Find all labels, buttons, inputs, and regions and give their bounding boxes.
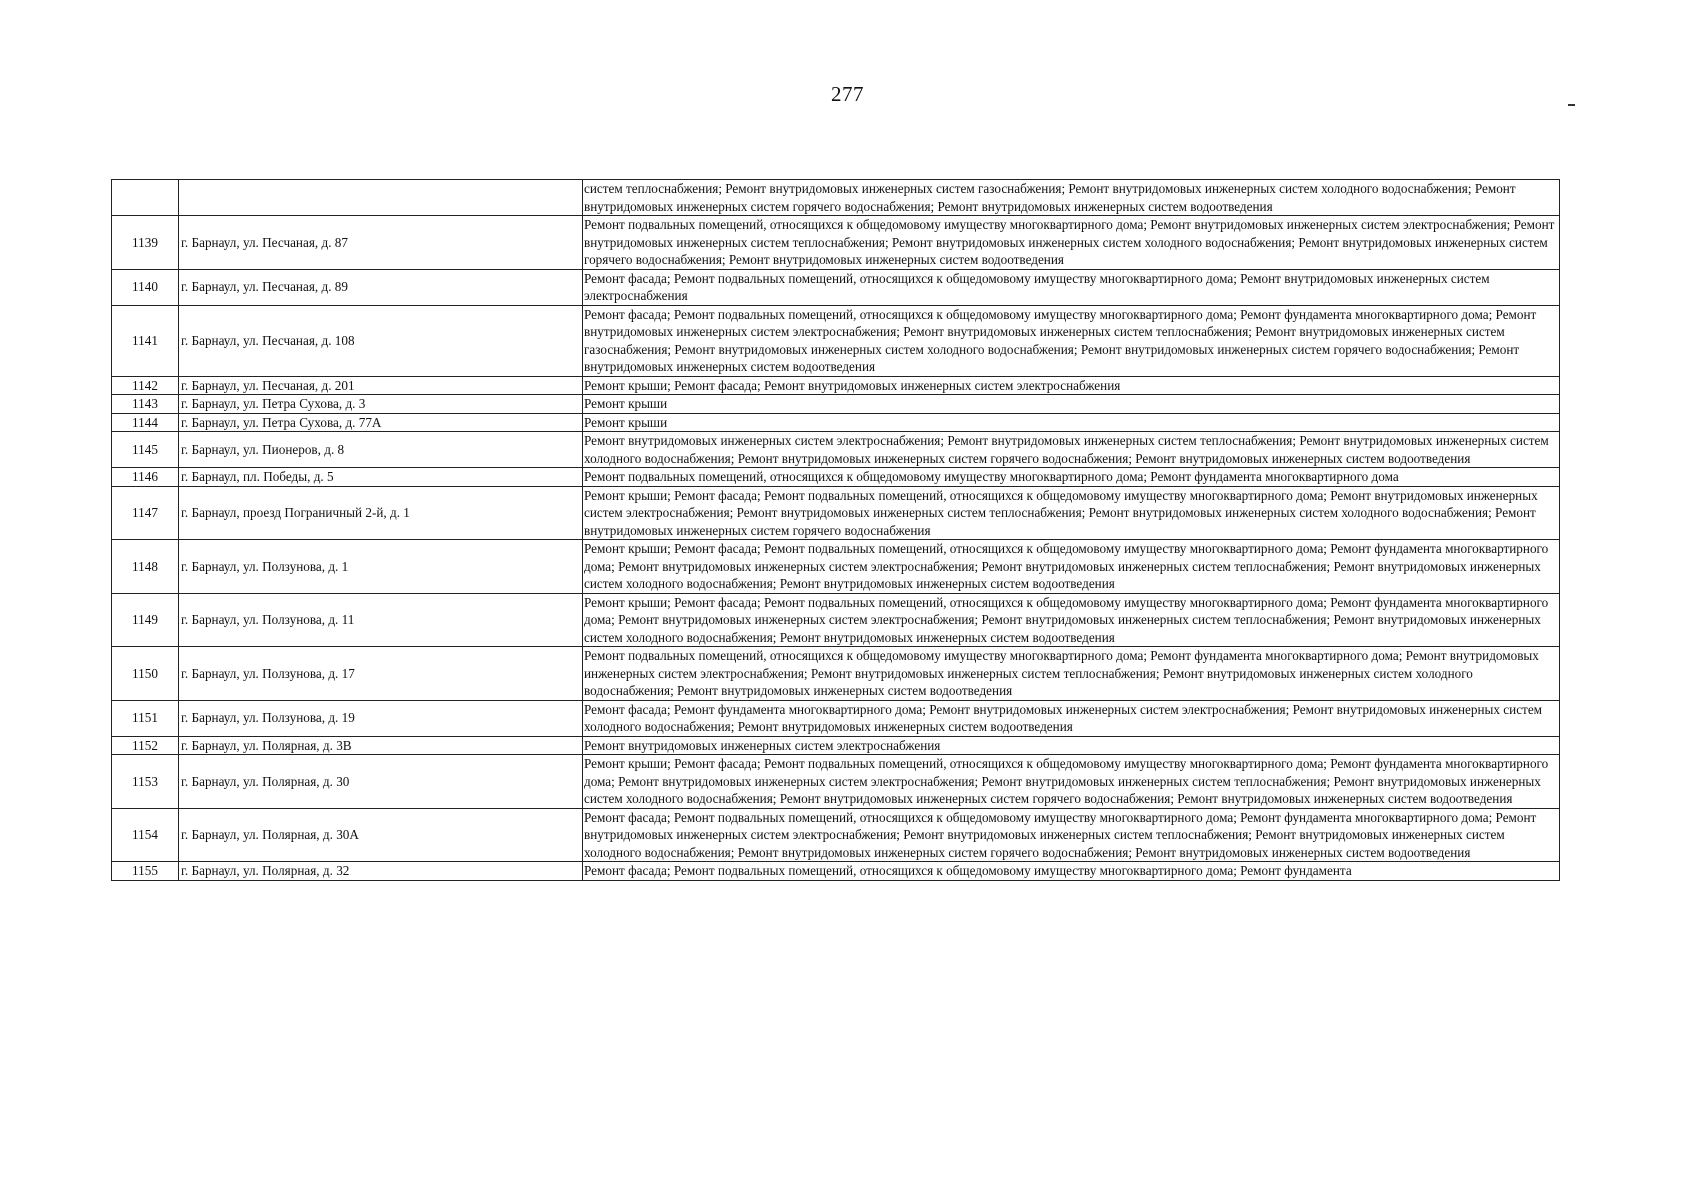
table-row	[112, 736, 1560, 755]
table-row	[112, 647, 1560, 701]
table-row	[112, 432, 1560, 468]
table-row	[112, 808, 1560, 862]
row-works: Ремонт подвальных помещений, относящихся к общедомовому имуществу многоквартирного дома; Ремонт фундамента многоквартирного дома	[583, 468, 1560, 487]
row-address: г. Барнаул, ул. Ползунова, д. 1	[179, 540, 583, 594]
row-works: систем теплоснабжения; Ремонт внутридомовых инженерных систем газоснабжения; Ремонт внутридомовых инженерных систем холодного водоснабжения; Ремонт внутридомовых инженерных систем горячего водоснабжения; Ремонт внутридомовых инженерных систем водоотведения	[583, 180, 1560, 216]
row-address: г. Барнаул, ул. Песчаная, д. 89	[179, 269, 583, 305]
table-row	[112, 593, 1560, 647]
row-works: Ремонт фасада; Ремонт подвальных помещений, относящихся к общедомовому имуществу многоквартирного дома; Ремонт внутридомовых инженерных систем электроснабжения	[583, 269, 1560, 305]
row-number: 1155	[112, 862, 179, 881]
row-works: Ремонт подвальных помещений, относящихся к общедомовому имуществу многоквартирного дома; Ремонт фундамента многоквартирного дома; Ремонт внутридомовых инженерных систем электроснабжения; Ремонт внутридомовых инженерных систем теплоснабжения; Ремонт внутридомовых инженерных систем холодного водоснабжения; Ремонт внутридомовых инженерных систем водоотведения	[583, 647, 1560, 701]
row-number: 1140	[112, 269, 179, 305]
row-address: г. Барнаул, ул. Петра Сухова, д. 77А	[179, 413, 583, 432]
table-row	[112, 180, 1560, 216]
row-address: г. Барнаул, ул. Песчаная, д. 201	[179, 376, 583, 395]
row-works: Ремонт фасада; Ремонт подвальных помещений, относящихся к общедомовому имуществу многоквартирного дома; Ремонт фундамента	[583, 862, 1560, 881]
table-row	[112, 700, 1560, 736]
row-number: 1154	[112, 808, 179, 862]
row-works: Ремонт фасада; Ремонт фундамента многоквартирного дома; Ремонт внутридомовых инженерных систем электроснабжения; Ремонт внутридомовых инженерных систем холодного водоснабжения; Ремонт внутридомовых инженерных систем водоотведения	[583, 700, 1560, 736]
row-address: г. Барнаул, ул. Полярная, д. 30А	[179, 808, 583, 862]
row-address: г. Барнаул, пл. Победы, д. 5	[179, 468, 583, 487]
row-works: Ремонт крыши; Ремонт фасада; Ремонт подвальных помещений, относящихся к общедомовому имуществу многоквартирного дома; Ремонт фундамента многоквартирного дома; Ремонт внутридомовых инженерных систем электроснабжения; Ремонт внутридомовых инженерных систем теплоснабжения; Ремонт внутридомовых инженерных систем холодного водоснабжения; Ремонт внутридомовых инженерных систем водоотведения	[583, 593, 1560, 647]
row-works: Ремонт фасада; Ремонт подвальных помещений, относящихся к общедомовому имуществу многоквартирного дома; Ремонт фундамента многоквартирного дома; Ремонт внутридомовых инженерных систем электроснабжения; Ремонт внутридомовых инженерных систем теплоснабжения; Ремонт внутридомовых инженерных систем холодного водоснабжения; Ремонт внутридомовых инженерных систем горячего водоснабжения; Ремонт внутридомовых инженерных систем водоотведения	[583, 808, 1560, 862]
row-address: г. Барнаул, ул. Песчаная, д. 108	[179, 305, 583, 376]
row-number: 1150	[112, 647, 179, 701]
row-address: г. Барнаул, ул. Ползунова, д. 17	[179, 647, 583, 701]
repair-register-table	[111, 179, 1560, 881]
row-address: г. Барнаул, ул. Полярная, д. 32	[179, 862, 583, 881]
row-works: Ремонт крыши; Ремонт фасада; Ремонт подвальных помещений, относящихся к общедомовому имуществу многоквартирного дома; Ремонт фундамента многоквартирного дома; Ремонт внутридомовых инженерных систем электроснабжения; Ремонт внутридомовых инженерных систем теплоснабжения; Ремонт внутридомовых инженерных систем холодного водоснабжения; Ремонт внутридомовых инженерных систем горячего водоснабжения; Ремонт внутридомовых инженерных систем водоотведения	[583, 755, 1560, 809]
table-row	[112, 395, 1560, 414]
row-number: 1147	[112, 486, 179, 540]
row-works: Ремонт крыши	[583, 413, 1560, 432]
row-number	[112, 180, 179, 216]
row-works: Ремонт крыши	[583, 395, 1560, 414]
row-number: 1139	[112, 216, 179, 270]
row-number: 1148	[112, 540, 179, 594]
row-address: г. Барнаул, ул. Песчаная, д. 87	[179, 216, 583, 270]
table-row	[112, 269, 1560, 305]
table-row	[112, 376, 1560, 395]
row-number: 1149	[112, 593, 179, 647]
row-address: г. Барнаул, ул. Полярная, д. 3В	[179, 736, 583, 755]
row-number: 1153	[112, 755, 179, 809]
row-number: 1142	[112, 376, 179, 395]
row-number: 1143	[112, 395, 179, 414]
row-address	[179, 180, 583, 216]
row-number: 1145	[112, 432, 179, 468]
table-row	[112, 216, 1560, 270]
row-address: г. Барнаул, проезд Пограничный 2-й, д. 1	[179, 486, 583, 540]
row-works: Ремонт крыши; Ремонт фасада; Ремонт подвальных помещений, относящихся к общедомовому имуществу многоквартирного дома; Ремонт фундамента многоквартирного дома; Ремонт внутридомовых инженерных систем электроснабжения; Ремонт внутридомовых инженерных систем теплоснабжения; Ремонт внутридомовых инженерных систем холодного водоснабжения; Ремонт внутридомовых инженерных систем водоотведения	[583, 540, 1560, 594]
row-number: 1146	[112, 468, 179, 487]
scan-mark	[1568, 104, 1575, 106]
row-works: Ремонт внутридомовых инженерных систем электроснабжения; Ремонт внутридомовых инженерных систем теплоснабжения; Ремонт внутридомовых инженерных систем холодного водоснабжения; Ремонт внутридомовых инженерных систем горячего водоснабжения; Ремонт внутридомовых инженерных систем водоотведения	[583, 432, 1560, 468]
table-row	[112, 413, 1560, 432]
row-address: г. Барнаул, ул. Ползунова, д. 11	[179, 593, 583, 647]
table-row	[112, 540, 1560, 594]
table-row	[112, 486, 1560, 540]
row-address: г. Барнаул, ул. Петра Сухова, д. 3	[179, 395, 583, 414]
table-row	[112, 305, 1560, 376]
table-row	[112, 755, 1560, 809]
row-works: Ремонт крыши; Ремонт фасада; Ремонт внутридомовых инженерных систем электроснабжения	[583, 376, 1560, 395]
row-works: Ремонт подвальных помещений, относящихся к общедомовому имуществу многоквартирного дома; Ремонт внутридомовых инженерных систем электроснабжения; Ремонт внутридомовых инженерных систем теплоснабжения; Ремонт внутридомовых инженерных систем холодного водоснабжения; Ремонт внутридомовых инженерных систем горячего водоснабжения; Ремонт внутридомовых инженерных систем водоотведения	[583, 216, 1560, 270]
row-address: г. Барнаул, ул. Полярная, д. 30	[179, 755, 583, 809]
row-works: Ремонт крыши; Ремонт фасада; Ремонт подвальных помещений, относящихся к общедомовому имуществу многоквартирного дома; Ремонт внутридомовых инженерных систем электроснабжения; Ремонт внутридомовых инженерных систем теплоснабжения; Ремонт внутридомовых инженерных систем холодного водоснабжения; Ремонт внутридомовых инженерных систем горячего водоснабжения	[583, 486, 1560, 540]
table-row	[112, 862, 1560, 881]
row-number: 1144	[112, 413, 179, 432]
row-number: 1151	[112, 700, 179, 736]
row-address: г. Барнаул, ул. Ползунова, д. 19	[179, 700, 583, 736]
page-number: 277	[831, 82, 864, 106]
row-number: 1141	[112, 305, 179, 376]
row-works: Ремонт внутридомовых инженерных систем электроснабжения	[583, 736, 1560, 755]
row-number: 1152	[112, 736, 179, 755]
table-row	[112, 468, 1560, 487]
row-address: г. Барнаул, ул. Пионеров, д. 8	[179, 432, 583, 468]
row-works: Ремонт фасада; Ремонт подвальных помещений, относящихся к общедомовому имуществу многоквартирного дома; Ремонт фундамента многоквартирного дома; Ремонт внутридомовых инженерных систем электроснабжения; Ремонт внутридомовых инженерных систем теплоснабжения; Ремонт внутридомовых инженерных систем газоснабжения; Ремонт внутридомовых инженерных систем холодного водоснабжения; Ремонт внутридомовых инженерных систем горячего водоснабжения; Ремонт внутридомовых инженерных систем водоотведения	[583, 305, 1560, 376]
